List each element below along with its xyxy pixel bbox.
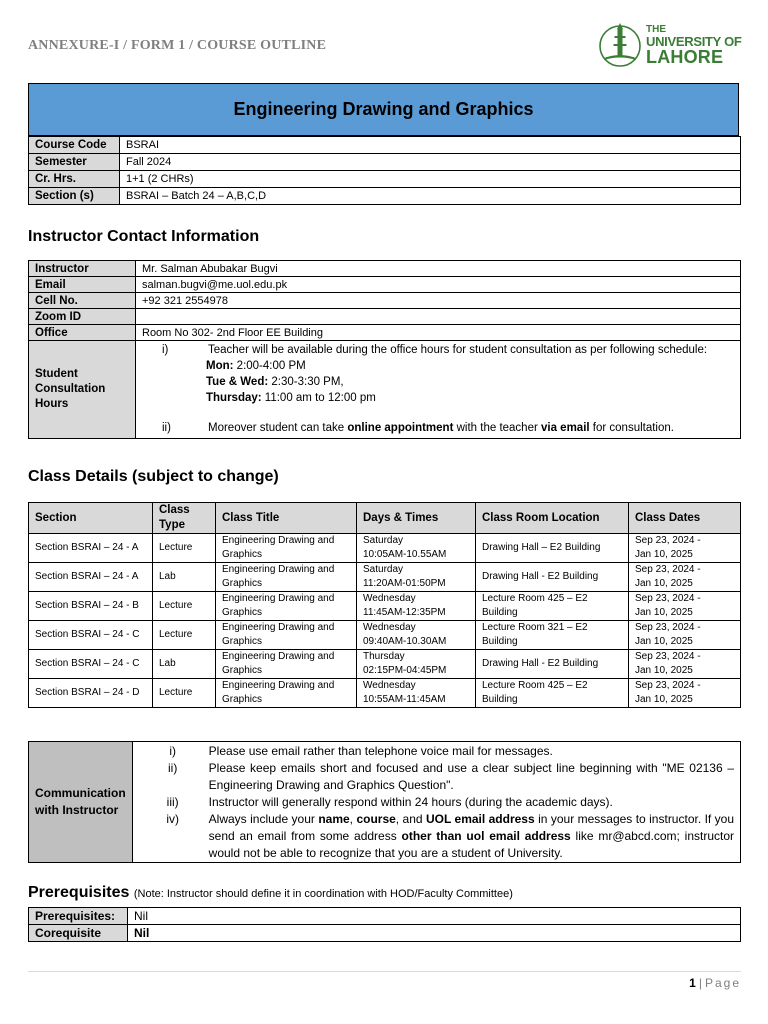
cell-line: Jan 10, 2025 — [635, 636, 693, 647]
corequisite-value: Nil — [128, 925, 741, 942]
text-run: Always include your — [208, 812, 319, 826]
footer-separator: | — [698, 976, 702, 990]
cell-line: 10:05AM-10.55AM — [363, 549, 447, 560]
bold-run: online appointment — [347, 422, 454, 434]
class-cell-title — [216, 534, 357, 563]
class-cell-type — [153, 592, 216, 621]
course-info-table — [28, 136, 741, 205]
class-cell-title — [216, 621, 357, 650]
university-logo — [598, 22, 744, 70]
cell-line: Lab — [159, 571, 176, 582]
cell-line: Sep 23, 2024 - — [635, 593, 701, 604]
cell-line: 09:40AM-10.30AM — [363, 636, 447, 647]
item-text: Instructor will generally respond within 24 hours (during the academic days). — [208, 795, 613, 809]
communication-item — [133, 794, 734, 811]
course-info-row — [29, 171, 741, 188]
cell-line: Jan 10, 2025 — [635, 694, 693, 705]
class-cell-dates — [629, 621, 741, 650]
cell-line: Lecture Room 425 – E2 Building — [482, 680, 588, 705]
logo-wordmark — [646, 25, 742, 66]
schedule-thursday — [136, 390, 740, 406]
class-cell-section — [29, 650, 153, 679]
credit-hours-value: 1+1 (2 CHRs) — [120, 171, 741, 188]
cell-line: Jan 10, 2025 — [635, 665, 693, 676]
cell-line: Engineering Drawing and Graphics — [222, 593, 335, 618]
cell-line: Wednesday — [363, 622, 416, 633]
consultation-label: Student Consultation Hours — [29, 341, 136, 439]
class-row — [29, 534, 741, 563]
cell-line: Section BSRAI – 24 - A — [35, 571, 139, 582]
column-header: Class Room Location — [476, 503, 629, 534]
cell-line: Engineering Drawing and Graphics — [222, 535, 335, 560]
cell-line: Wednesday — [363, 680, 416, 691]
class-cell-days-times — [357, 679, 476, 708]
cell-line: Engineering Drawing and Graphics — [222, 564, 335, 589]
class-cell-section — [29, 563, 153, 592]
prerequisites-title: Prerequisites — [28, 884, 130, 901]
bold-run: UOL email address — [426, 812, 535, 826]
schedule-day: Thursday: — [206, 392, 262, 404]
cell-line: Jan 10, 2025 — [635, 607, 693, 618]
footer-divider — [28, 971, 741, 972]
communication-item — [133, 760, 734, 794]
cell-line: Drawing Hall – E2 Building — [482, 542, 601, 553]
cell-line: Section BSRAI – 24 - C — [35, 658, 140, 669]
course-code-value: BSRAI — [120, 137, 741, 154]
cell-line: Saturday — [363, 564, 404, 575]
class-cell-days-times — [357, 650, 476, 679]
class-row — [29, 563, 741, 592]
prerequisites-label: Prerequisites: — [29, 908, 128, 925]
instructor-row — [29, 261, 741, 277]
cell-value: +92 321 2554978 — [136, 293, 741, 309]
cell-line: Engineering Drawing and Graphics — [222, 622, 335, 647]
course-title: Engineering Drawing and Graphics — [28, 83, 739, 136]
cell-line: Lab — [159, 658, 176, 669]
item-number: iv) — [166, 812, 179, 826]
cell-line: Sep 23, 2024 - — [635, 680, 701, 691]
cell-line: Lecture Room 425 – E2 Building — [482, 593, 588, 618]
class-cell-dates — [629, 650, 741, 679]
class-cell-type — [153, 650, 216, 679]
zoom-id-value — [136, 309, 741, 325]
cell-line: Lecture — [159, 600, 193, 611]
cell-line: 11:20AM-01:50PM — [363, 578, 446, 589]
consultation-row — [29, 341, 741, 439]
bold-run: via email — [541, 422, 590, 434]
email-label: Email — [29, 277, 136, 293]
class-row — [29, 621, 741, 650]
cell-line: 10:55AM-11:45AM — [363, 694, 446, 705]
cell-label: Cell No. — [29, 293, 136, 309]
page-footer — [689, 976, 741, 990]
cell-line: Jan 10, 2025 — [635, 549, 693, 560]
item-number: i) — [169, 744, 176, 758]
consultation-text-2 — [208, 420, 674, 436]
cell-line: Sep 23, 2024 - — [635, 535, 701, 546]
prerequisite-row — [29, 925, 741, 942]
logo-the: THE — [646, 24, 666, 35]
communication-item — [133, 743, 734, 760]
class-cell-room — [476, 534, 629, 563]
cell-line: Section BSRAI – 24 - D — [35, 687, 140, 698]
logo-university-of: UNIVERSITY OF — [646, 34, 742, 49]
cell-line: 11:45AM-12:35PM — [363, 607, 446, 618]
minaret-logo-icon — [598, 22, 642, 68]
class-row — [29, 650, 741, 679]
class-cell-dates — [629, 534, 741, 563]
text-run: with the teacher — [453, 422, 541, 434]
communication-items — [132, 742, 740, 863]
class-cell-type — [153, 679, 216, 708]
class-cell-room — [476, 563, 629, 592]
class-header-row — [29, 503, 741, 534]
instructor-name: Mr. Salman Abubakar Bugvi — [136, 261, 741, 277]
item-text: Please keep emails short and focused and use a clear subject line beginning with "ME 02136 – Engineering Drawing and Graphics Question". — [208, 761, 734, 792]
consultation-details — [136, 341, 741, 439]
class-details-heading: Class Details (subject to change) — [28, 468, 279, 485]
class-cell-dates — [629, 563, 741, 592]
class-details-table — [28, 502, 741, 708]
text-run: in your messages to instructor. If you send an email from some address — [208, 812, 735, 843]
text-run: like mr@abcd.com; instructor would not be able to recognize that you are a student of University. — [208, 829, 735, 860]
class-cell-title — [216, 679, 357, 708]
instructor-row — [29, 309, 741, 325]
sections-value: BSRAI – Batch 24 – A,B,C,D — [120, 188, 741, 205]
cell-line: Sep 23, 2024 - — [635, 622, 701, 633]
schedule-mon — [136, 358, 740, 374]
schedule-day: Tue & Wed: — [206, 376, 269, 388]
column-header: Days & Times — [357, 503, 476, 534]
consultation-text-1: Teacher will be available during the office hours for student consultation as per following schedule: — [208, 344, 708, 356]
cell-line: Drawing Hall - E2 Building — [482, 658, 599, 669]
text-run: for consultation. — [589, 422, 674, 434]
communication-row — [29, 742, 741, 863]
class-cell-days-times — [357, 534, 476, 563]
corequisite-label: Corequisite — [29, 925, 128, 942]
column-header: Class Type — [153, 503, 216, 534]
schedule-time: 2:30-3:30 PM, — [271, 376, 344, 388]
class-cell-type — [153, 563, 216, 592]
communication-label: Communication with Instructor — [29, 742, 133, 863]
cell-line: Engineering Drawing and Graphics — [222, 651, 335, 676]
course-info-row — [29, 154, 741, 171]
semester-value: Fall 2024 — [120, 154, 741, 171]
bold-run: name — [318, 812, 350, 826]
class-cell-section — [29, 534, 153, 563]
cell-line: Lecture — [159, 542, 193, 553]
class-cell-section — [29, 679, 153, 708]
course-code-label: Course Code — [29, 137, 120, 154]
cell-line: Saturday — [363, 535, 404, 546]
instructor-row — [29, 277, 741, 293]
item-text — [195, 811, 734, 862]
page-word: Page — [704, 976, 741, 990]
cell-line: Lecture Room 321 – E2 Building — [482, 622, 588, 647]
prerequisites-value: Nil — [128, 908, 741, 925]
instructor-heading: Instructor Contact Information — [28, 228, 260, 245]
text-run: , — [349, 812, 357, 826]
communication-table — [28, 741, 741, 863]
item-number: iii) — [166, 795, 179, 809]
sections-label: Section (s) — [29, 188, 120, 205]
text-run: Moreover student can take — [208, 422, 348, 434]
cell-line: Thursday — [363, 651, 405, 662]
zoom-id-label: Zoom ID — [29, 309, 136, 325]
bold-run: course — [356, 812, 396, 826]
class-cell-room — [476, 650, 629, 679]
class-cell-dates — [629, 592, 741, 621]
prerequisites-table — [28, 907, 741, 942]
prerequisites-note: (Note: Instructor should define it in coordination with HOD/Faculty Committee) — [133, 888, 513, 900]
class-cell-type — [153, 621, 216, 650]
class-cell-room — [476, 592, 629, 621]
schedule-day: Mon: — [206, 360, 234, 372]
communication-item — [133, 811, 734, 862]
form-header-title: ANNEXURE-I / FORM 1 / COURSE OUTLINE — [28, 38, 327, 53]
item-number: ii) — [168, 761, 178, 775]
logo-lahore: LAHORE — [646, 47, 724, 67]
class-cell-days-times — [357, 563, 476, 592]
class-row — [29, 592, 741, 621]
schedule-tue-wed — [136, 374, 740, 390]
instructor-row — [29, 293, 741, 309]
cell-line: Engineering Drawing and Graphics — [222, 680, 335, 705]
consultation-item-2 — [136, 420, 740, 436]
column-header: Class Dates — [629, 503, 741, 534]
cell-line: Lecture — [159, 629, 193, 640]
instructor-row — [29, 325, 741, 341]
prerequisites-heading — [28, 884, 513, 902]
cell-line: 02:15PM-04:45PM — [363, 665, 447, 676]
class-cell-title — [216, 592, 357, 621]
office-value: Room No 302- 2nd Floor EE Building — [136, 325, 741, 341]
office-label: Office — [29, 325, 136, 341]
cell-line: Jan 10, 2025 — [635, 578, 693, 589]
cell-line: Sep 23, 2024 - — [635, 564, 701, 575]
schedule-time: 11:00 am to 12:00 pm — [264, 392, 376, 404]
semester-label: Semester — [29, 154, 120, 171]
cell-line: Drawing Hall - E2 Building — [482, 571, 599, 582]
class-cell-type — [153, 534, 216, 563]
class-cell-section — [29, 592, 153, 621]
class-cell-room — [476, 621, 629, 650]
class-row — [29, 679, 741, 708]
instructor-table — [28, 260, 741, 439]
consultation-item-1 — [136, 342, 740, 358]
course-info-row — [29, 137, 741, 154]
consultation-num-1: i) — [162, 344, 169, 356]
consultation-num-2: ii) — [162, 422, 171, 434]
column-header: Section — [29, 503, 153, 534]
cell-line: Wednesday — [363, 593, 416, 604]
class-cell-days-times — [357, 592, 476, 621]
class-cell-section — [29, 621, 153, 650]
cell-line: Sep 23, 2024 - — [635, 651, 701, 662]
text-run: , and — [395, 812, 426, 826]
cell-line: Lecture — [159, 687, 193, 698]
class-cell-title — [216, 650, 357, 679]
class-cell-room — [476, 679, 629, 708]
cell-line: Section BSRAI – 24 - A — [35, 542, 139, 553]
cell-line: Section BSRAI – 24 - B — [35, 600, 139, 611]
class-cell-days-times — [357, 621, 476, 650]
credit-hours-label: Cr. Hrs. — [29, 171, 120, 188]
instructor-label: Instructor — [29, 261, 136, 277]
course-info-row — [29, 188, 741, 205]
column-header: Class Title — [216, 503, 357, 534]
bold-run: other than uol email address — [401, 829, 571, 843]
schedule-time: 2:00-4:00 PM — [236, 360, 306, 372]
prerequisite-row — [29, 908, 741, 925]
email-value[interactable]: salman.bugvi@me.uol.edu.pk — [136, 277, 741, 293]
class-cell-title — [216, 563, 357, 592]
page-number: 1 — [689, 976, 696, 990]
class-cell-dates — [629, 679, 741, 708]
cell-line: Section BSRAI – 24 - C — [35, 629, 140, 640]
item-text: Please use email rather than telephone voice mail for messages. — [208, 744, 553, 758]
